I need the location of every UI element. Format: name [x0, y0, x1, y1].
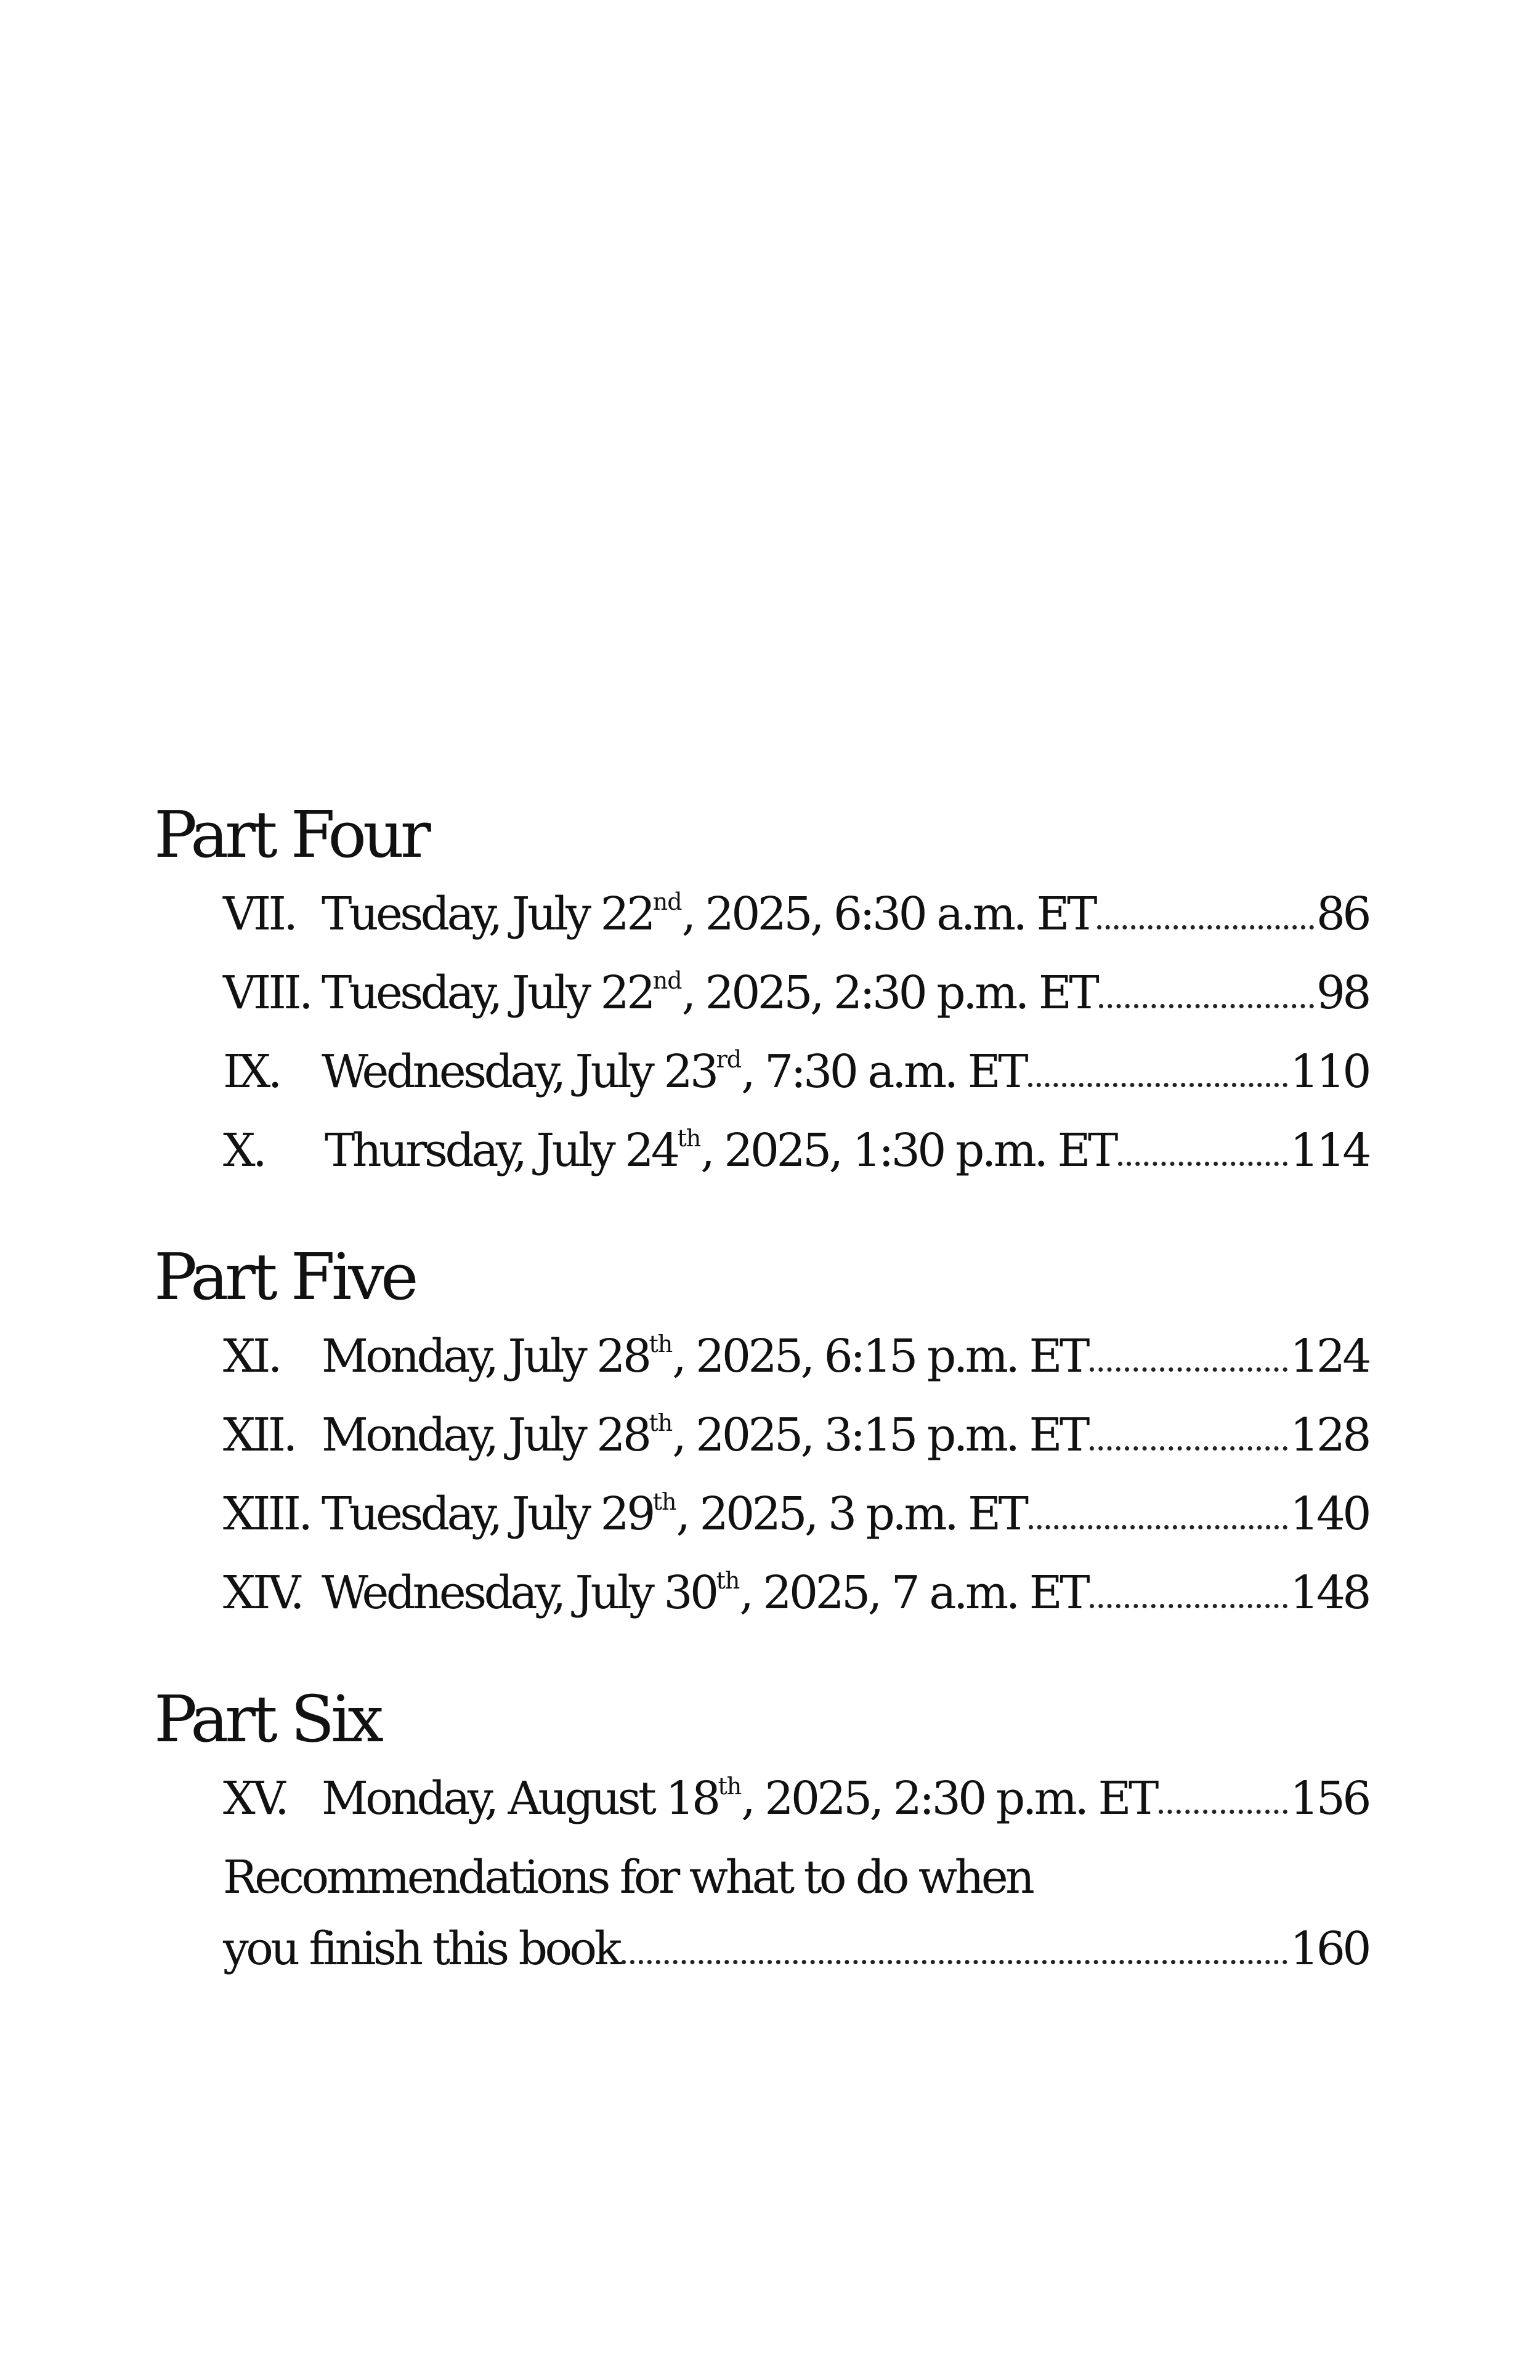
- dot-leader: [1118, 1162, 1287, 1166]
- chapter-title: Tuesday, July 29th, 2025, 3 p.m. ET: [322, 1488, 1026, 1540]
- chapter-title: Thursday, July 24th, 2025, 1:30 p.m. ET: [325, 1124, 1116, 1177]
- page-number: 114: [1290, 1124, 1369, 1177]
- chapter-title: Tuesday, July 22nd, 2025, 2:30 p.m. ET: [322, 966, 1097, 1019]
- part-five-section: [154, 1237, 1386, 1636]
- part-four-section: [154, 795, 1386, 1194]
- dot-leader: [1028, 1083, 1287, 1087]
- chapter-number: VIII.: [223, 966, 311, 1019]
- toc-entry: [223, 1478, 1369, 1557]
- chapter-title: Monday, July 28th, 2025, 3:15 p.m. ET: [322, 1409, 1087, 1462]
- chapter-number: XIII.: [223, 1488, 310, 1540]
- page-number: 148: [1290, 1566, 1369, 1619]
- part-title: Part Five: [154, 1239, 415, 1314]
- toc-entry: [223, 1763, 1369, 1842]
- dot-leader: [1029, 1525, 1288, 1529]
- dot-leader: [1090, 1367, 1287, 1372]
- chapter-title: Wednesday, July 30th, 2025, 7 a.m. ET: [322, 1566, 1088, 1619]
- recommendations-title: Recommendations for what to do when: [223, 1851, 1032, 1904]
- toc-entry: [223, 878, 1369, 957]
- chapter-title: Monday, July 28th, 2025, 6:15 p.m. ET: [322, 1330, 1087, 1383]
- chapter-number: XI.: [223, 1330, 280, 1383]
- dot-leader: [1090, 1604, 1287, 1608]
- toc-entry: [223, 1115, 1369, 1194]
- page-number: 86: [1316, 888, 1369, 941]
- page-number: 110: [1290, 1045, 1369, 1098]
- chapter-number: XV.: [223, 1772, 287, 1825]
- toc-entry: [223, 1399, 1369, 1478]
- dot-leader: [1099, 1004, 1314, 1008]
- chapter-title: Wednesday, July 23rd, 7:30 a.m. ET: [322, 1045, 1026, 1098]
- chapter-title: Tuesday, July 22nd, 2025, 6:30 a.m. ET: [322, 888, 1095, 941]
- page-number: 140: [1290, 1488, 1369, 1540]
- toc-entry-recommendations-line2: [223, 1913, 1369, 1985]
- dot-leader: [622, 1960, 1287, 1964]
- part-six-section: [154, 1679, 1386, 1985]
- chapter-number: X.: [223, 1124, 265, 1177]
- page-number: 124: [1290, 1330, 1369, 1383]
- toc-entry: [223, 1321, 1369, 1399]
- chapter-number: IX.: [223, 1045, 280, 1098]
- toc-entry-recommendations-line1: [223, 1842, 1369, 1913]
- dot-leader: [1097, 925, 1314, 929]
- page-number: 160: [1290, 1922, 1369, 1975]
- recommendations-title-continued: you finish this book: [223, 1922, 619, 1975]
- chapter-number: VII.: [223, 888, 296, 941]
- part-title: Part Four: [154, 797, 428, 872]
- chapter-number: XII.: [223, 1409, 295, 1462]
- chapter-number: XIV.: [223, 1566, 302, 1619]
- page-number: 156: [1290, 1772, 1369, 1825]
- dot-leader: [1090, 1446, 1287, 1451]
- table-of-contents: [154, 795, 1386, 2028]
- part-title: Part Six: [154, 1682, 381, 1757]
- chapter-title: Monday, August 18th, 2025, 2:30 p.m. ET: [322, 1772, 1156, 1825]
- toc-entry: [223, 957, 1369, 1036]
- toc-entry: [223, 1557, 1369, 1636]
- dot-leader: [1159, 1810, 1287, 1814]
- toc-entry: [223, 1036, 1369, 1115]
- page-number: 98: [1316, 966, 1369, 1019]
- page-number: 128: [1290, 1409, 1369, 1462]
